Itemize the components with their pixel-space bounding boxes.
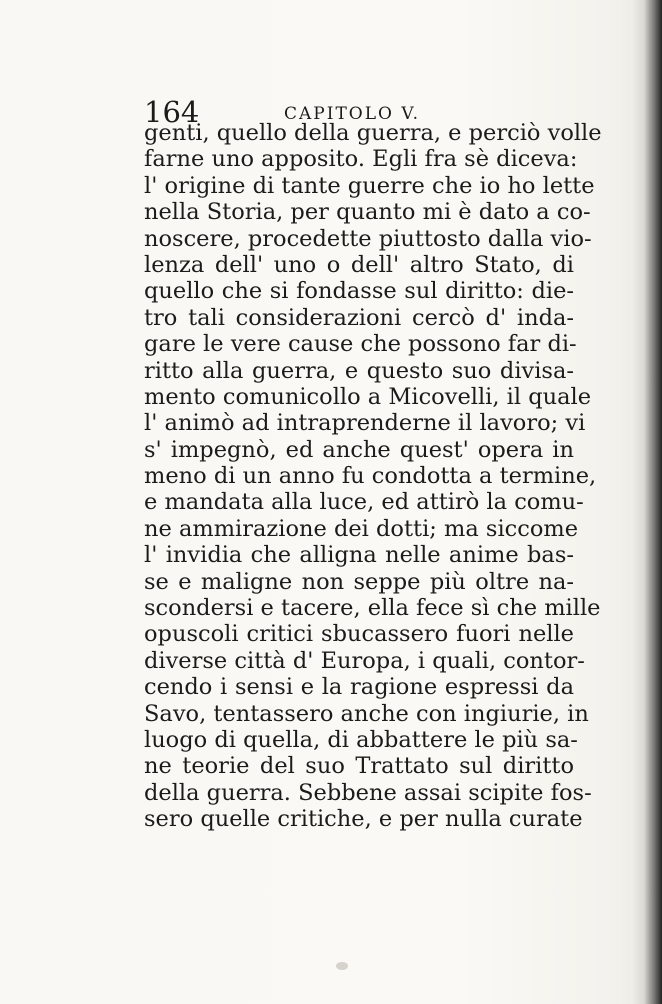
text-line: luogo di quella, di abbattere le più sa- — [144, 726, 578, 753]
text-line: meno di un anno fu condotta a termine, — [144, 463, 597, 490]
text-line: Savo, tentassero anche con ingiurie, in — [144, 700, 589, 727]
text-line: mento comunicollo a Micovelli, il quale — [144, 383, 592, 410]
text-line: scondersi e tacere, ella fece sì che mille — [144, 595, 601, 622]
text-line: farne uno apposito. Egli fra sè diceva: — [144, 146, 578, 173]
text-line: diverse città d' Europa, i quali, contor- — [144, 647, 585, 674]
text-line: l' origine di tante guerre che io ho lette — [144, 172, 595, 199]
text-line: genti, quello della guerra, e perciò volle — [144, 120, 602, 146]
text-line: ne teorie del suo Trattato sul diritto — [144, 753, 574, 780]
page-number: 164 — [144, 95, 200, 129]
text-line: l' invidia che alligna nelle anime bas- — [144, 542, 574, 569]
text-line: gare le vere cause che possono far di- — [144, 331, 577, 358]
text-line: della guerra. Sebbene assai scipite fos- — [144, 779, 592, 806]
text-line: opuscoli critici sbucassero fuori nelle — [144, 621, 574, 648]
page-edge-shadow — [632, 0, 662, 1004]
text-line: tro tali considerazioni cercò d' inda- — [144, 304, 574, 331]
running-head: CAPITOLO V. — [284, 104, 421, 124]
text-line: sero quelle critiche, e per nulla curate — [144, 806, 583, 833]
text-line: nella Storia, per quanto mi è dato a co- — [144, 199, 591, 226]
text-line: e mandata alla luce, ed attirò la comu- — [144, 489, 584, 516]
text-line: noscere, procedette piuttosto dalla vio- — [144, 225, 592, 252]
text-line: s' impegnò, ed anche quest' opera in — [144, 436, 574, 463]
text-line: lenza dell' uno o dell' altro Stato, di — [144, 251, 574, 278]
text-line: quello che si fondasse sul diritto: die- — [144, 278, 574, 305]
body-text — [144, 120, 602, 833]
text-line: l' animò ad intraprenderne il lavoro; vi — [144, 410, 586, 437]
text-line: ne ammirazione dei dotti; ma siccome — [144, 515, 579, 542]
bottom-mark — [336, 962, 348, 970]
text-line: ritto alla guerra, e questo suo divisa- — [144, 357, 574, 384]
text-line: cendo i sensi e la ragione espressi da — [144, 674, 574, 701]
text-line: se e maligne non seppe più oltre na- — [144, 568, 574, 595]
